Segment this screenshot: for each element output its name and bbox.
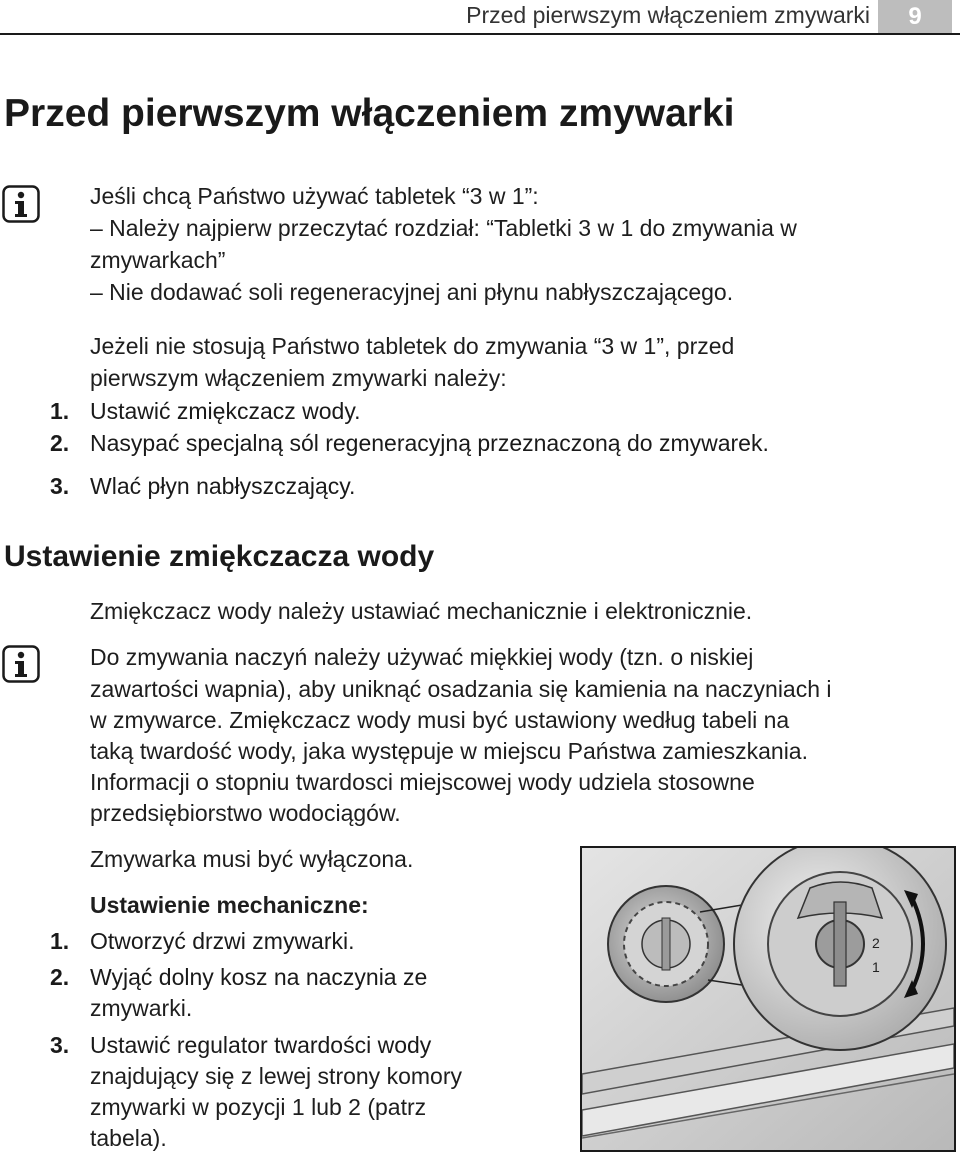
mechanical-heading: Ustawienie mechaniczne: [90, 892, 369, 918]
intro-paragraph-line: Jeżeli nie stosują Państwo tabletek do zmywania “3 w 1”, przed [90, 333, 735, 359]
info-line: w zmywarce. Zmiękczacz wody musi być ustawiony według tabeli na [90, 707, 790, 733]
page-title: Przed pierwszym włączeniem zmywarki [4, 92, 735, 135]
mech-step [50, 1030, 431, 1061]
water-softener-dial-illustration [580, 846, 956, 1152]
intro-line: – Nie dodawać soli regeneracyjnej ani płynu nabłyszczającego. [90, 279, 734, 305]
info-line: Informacji o stopniu twardosci miejscowej wody udziela stosowne [90, 769, 755, 795]
step-text-continued: znajdujący się z lewej strony komory [90, 1063, 462, 1089]
step-number: 2. [50, 964, 70, 990]
step-text: Ustawić zmiękczacz wody. [90, 398, 361, 424]
section-lead: Zmiękczacz wody należy ustawiać mechanicznie i elektronicznie. [90, 598, 753, 624]
step-text: Ustawić regulator twardości wody [90, 1032, 432, 1058]
section-heading: Ustawienie zmiękczacza wody [4, 540, 435, 573]
header-rule [0, 33, 960, 35]
intro-line: – Należy najpierw przeczytać rozdział: “Tabletki 3 w 1 do zmywania w [90, 215, 797, 241]
mech-step [50, 926, 355, 957]
step-number: 2. [50, 430, 70, 456]
running-header-title: Przed pierwszym włączeniem zmywarki [466, 2, 870, 28]
step-text: Nasypać specjalną sól regeneracyjną przeznaczoną do zmywarek. [90, 430, 769, 456]
step-number: 1. [50, 928, 70, 954]
info-icon [2, 185, 40, 223]
step-text: Wyjąć dolny kosz na naczynia ze [90, 964, 428, 990]
mech-step [50, 962, 427, 993]
dial-label: 2 [872, 935, 880, 951]
step-text: Otworzyć drzwi zmywarki. [90, 928, 355, 954]
intro-step [50, 471, 355, 502]
info-line: taką twardość wody, jaka występuje w miejscu Państwa zamieszkania. [90, 738, 808, 764]
intro-line: Jeśli chcą Państwo używać tabletek “3 w 1”: [90, 183, 539, 209]
intro-step [50, 396, 361, 427]
step-text: Wlać płyn nabłyszczający. [90, 473, 356, 499]
off-note: Zmywarka musi być wyłączona. [90, 846, 414, 872]
dial-label: 1 [872, 959, 880, 975]
step-number: 3. [50, 1032, 70, 1058]
info-line: Do zmywania naczyń należy używać miękkiej wody (tzn. o niskiej [90, 644, 754, 670]
step-number: 1. [50, 398, 70, 424]
intro-paragraph-line: pierwszym włączeniem zmywarki należy: [90, 365, 507, 391]
intro-line: zmywarkach” [90, 247, 226, 273]
info-line: zawartości wapnia), aby uniknąć osadzania się kamienia na naczyniach i [90, 676, 832, 702]
page-number: 9 [878, 0, 952, 33]
dial-drawing [582, 848, 954, 1150]
step-text-continued: zmywarki. [90, 995, 193, 1021]
step-text-continued: tabela). [90, 1125, 167, 1151]
step-number: 3. [50, 473, 70, 499]
step-text-continued: zmywarki w pozycji 1 lub 2 (patrz [90, 1094, 427, 1120]
info-line: przedsiębiorstwo wodociągów. [90, 800, 401, 826]
intro-step [50, 428, 769, 459]
info-icon [2, 645, 40, 683]
